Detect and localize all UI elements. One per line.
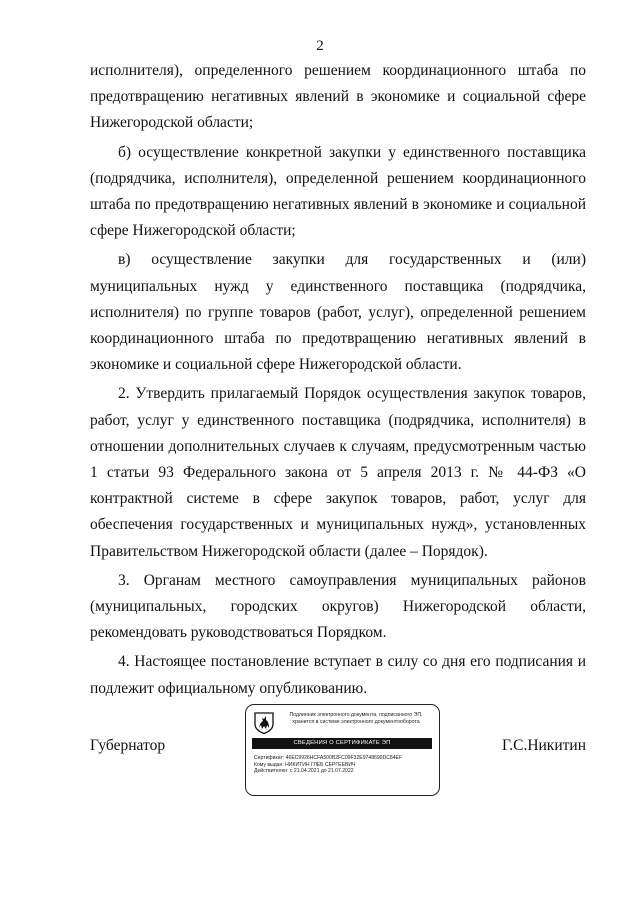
stamp-title-bar: СВЕДЕНИЯ О СЕРТИФИКАТЕ ЭП: [252, 738, 432, 749]
document-body: [90, 58, 586, 702]
stamp-header: Подлинник электронного документа, подписанного ЭП, хранится в системе электронного документооборота: [289, 712, 423, 725]
signature-block: [90, 700, 586, 800]
stamp-certificate-info: [254, 755, 434, 775]
paragraph-5: 3. Органам местного самоуправления муниципальных районов (муниципальных, городских округов) Нижегородской области, рекомендовать руководствоваться Порядком.: [90, 571, 586, 642]
signatory-name: Г.С.Никитин: [502, 737, 586, 754]
certificate-validity: Действителен: с 21.04.2021 до 21.07.2022: [254, 768, 354, 775]
signatory-title: Губернатор: [90, 737, 166, 754]
page-number: 2: [316, 38, 324, 54]
paragraph-2: б) осуществление конкретной закупки у единственного поставщика (подрядчика, исполнителя), определенной решением координационного штаба по предотвращению негативных явлений в экономике и социальной сфере Нижегородской области;: [90, 143, 586, 240]
paragraph-1: исполнителя), определенного решением координационного штаба по предотвращению негативных явлений в экономике и социальной сфере Нижегородской области;: [90, 62, 586, 132]
paragraph-4: 2. Утвердить прилагаемый Порядок осуществления закупок товаров, работ, услуг у единственного поставщика (подрядчика, исполнителя) в отношении дополнительных случаев к случаям, предусмотренным частью 1 статьи 93 Федерального закона от 5 апреля 2013 г. № 44-ФЗ «О контрактной системе в сфере закупок товаров, работ, услуг для обеспечения государственных и муниципальных нужд», установленных Правительством Нижегородской области (далее – Порядок).: [90, 385, 586, 560]
paragraph-6: 4. Настоящее постановление вступает в силу со дня его подписания и подлежит официальному опубликованию.: [90, 653, 586, 697]
certificate-owner: Кому выдан: НИКИТИН ГЛЕБ СЕРГЕЕВИЧ: [254, 761, 356, 768]
paragraph-3: в) осуществление закупки для государственных и (или) муниципальных нужд у единственного поставщика (подрядчика, исполнителя) по группе товаров (работ, услуг), определенной решением координационного штаба по предотвращению негативных явлений в экономике и социальной сфере Нижегородской области.: [90, 251, 586, 374]
certificate-number: Сертификат: 46EC9926HCFA500B2FC09F32E9748690DC84EF: [254, 755, 403, 761]
electronic-signature-stamp: [245, 704, 440, 796]
coat-of-arms-icon: [254, 712, 274, 734]
